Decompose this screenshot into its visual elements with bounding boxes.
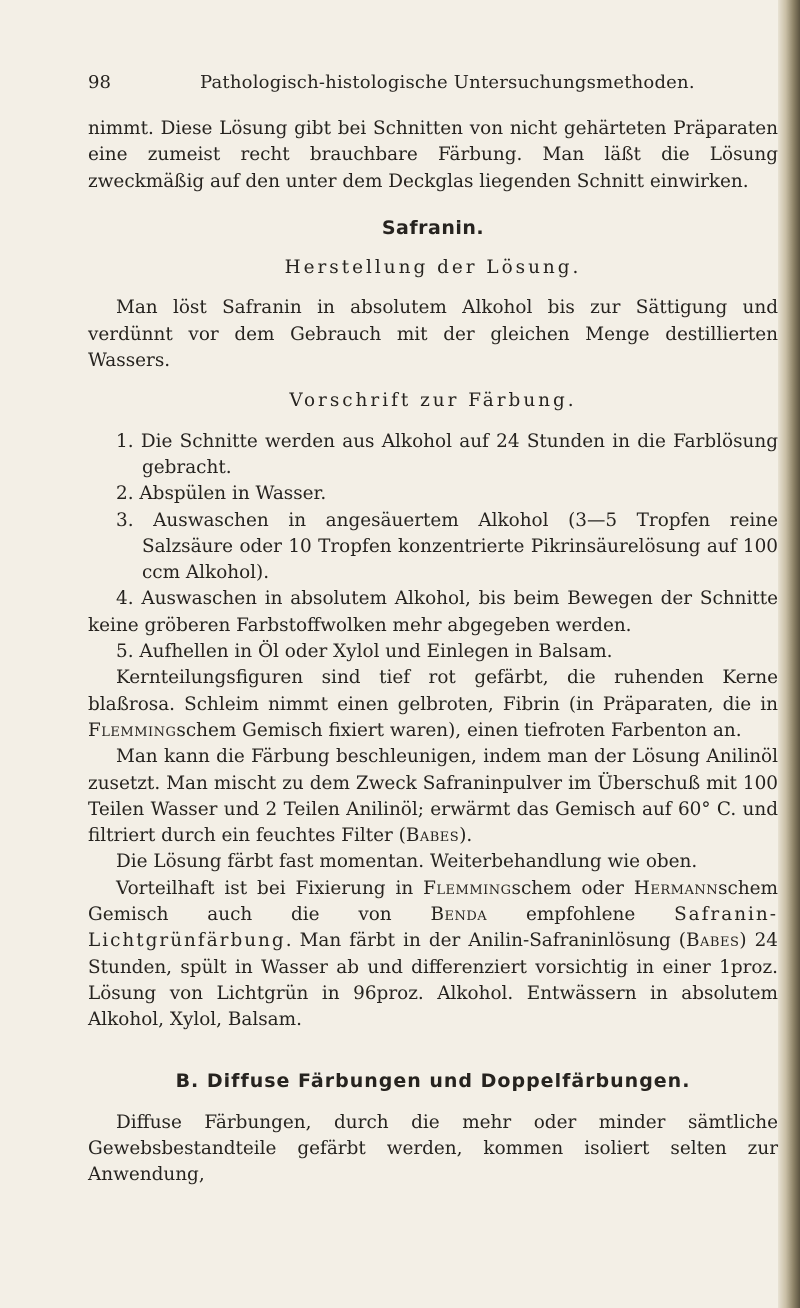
- anilin-paragraph: [88, 744, 778, 849]
- anilin-text-1: Man kann die Färbung beschleunigen, indem man der Lösung Anilinöl zusetzt. Man mischt zu dem Zweck Safraninpulver im Überschuß mit 100 Teilen Wasser und 2 Teilen Anilinöl; erwärmt das Gemisch auf 60° C. und filtriert durch ein feuchtes Filter (: [88, 746, 778, 847]
- running-head-title: Pathologisch-histologische Untersuchungsmethoden.: [200, 72, 695, 93]
- step-4: 4. Auswaschen in absolutem Alkohol, bis beim Bewegen der Schnitte keine gröberen Farbstoffwolken mehr abgegeben werden.: [88, 588, 778, 636]
- kern-text-2: schem Gemisch fixiert waren), einen tiefroten Farbenton an.: [176, 719, 742, 741]
- kern-text-1: Kernteilungsfiguren sind tief rot gefärbt, die ruhenden Kerne blaßrosa. Schleim nimmt einen gelbroten, Fibrin (in Präparaten, die in: [88, 667, 778, 715]
- author-flemming: Flemming: [88, 719, 177, 741]
- herstellung-paragraph: Man löst Safranin in absolutem Alkohol bis zur Sättigung und verdünnt vor dem Gebrauch mit der gleichen Menge destillierten Wassers.: [88, 297, 778, 372]
- section-b-paragraph: Diffuse Färbungen, durch die mehr oder minder sämtliche Gewebsbestandteile gefärbt werden, kommen isoliert selten zur Anwendung,: [88, 1111, 778, 1186]
- vorteil-text-2: schem oder: [511, 877, 634, 899]
- herstellung-heading: Herstellung der Lösung.: [284, 257, 582, 279]
- running-head: [88, 70, 778, 106]
- page-number: 98: [88, 72, 111, 93]
- anilin-text-2: ).: [459, 825, 473, 847]
- step-3: 3. Auswaschen in angesäuertem Alkohol (3—5 Tropfen reine Salzsäure oder 10 Tropfen konzentrierte Pikrinsäurelösung auf 100 ccm Alkohol).: [116, 509, 778, 584]
- author-flemming-2: Flemming: [423, 877, 512, 899]
- book-page: [88, 70, 778, 1189]
- step-2: 2. Abspülen in Wasser.: [116, 483, 327, 505]
- author-babes-2: Babes: [686, 930, 740, 952]
- kernteilung-paragraph: [88, 665, 778, 744]
- author-babes: Babes: [405, 825, 460, 847]
- momentan-paragraph: Die Lösung färbt fast momentan. Weiterbehandlung wie oben.: [116, 851, 698, 873]
- vorteil-paragraph: [88, 876, 778, 1034]
- author-hermann: Hermann: [633, 877, 719, 899]
- vorteil-text-6: ) 24 Stunden, spült in Wasser ab und differenziert vorsichtig in einer 1proz. Lösung von Lichtgrün in 96proz. Alkohol. Entwässern in absolutem Alkohol, Xylol, Balsam.: [88, 930, 778, 1031]
- safranin-heading: Safranin.: [381, 216, 485, 239]
- vorteil-text-5: . Man färbt in der Anilin-Safraninlösung (: [285, 930, 686, 952]
- vorschrift-heading: Vorschrift zur Färbung.: [289, 390, 577, 412]
- method-name-spaced: Safranin-Lichtgrünfärbung: [88, 904, 778, 952]
- vorteil-text-1: Vorteilhaft ist bei Fixierung in: [116, 877, 424, 899]
- vorteil-text-4: empfohlene: [487, 904, 675, 926]
- staining-steps-list: [88, 429, 778, 666]
- step-5: 5. Aufhellen in Öl oder Xylol und Einlegen in Balsam.: [116, 641, 613, 663]
- vorteil-text-3: schem Gemisch auch die von: [88, 877, 778, 926]
- author-benda: Benda: [430, 904, 488, 926]
- intro-paragraph: nimmt. Diese Lösung gibt bei Schnitten von nicht gehärteten Präparaten eine zumeist recht brauchbare Färbung. Man läßt die Lösung zweckmäßig auf den unter dem Deckglas liegenden Schnitt einwirken.: [88, 118, 778, 192]
- section-b-heading: B. Diffuse Färbungen und Doppelfärbungen.: [175, 1069, 691, 1092]
- page-edge-shadow: [778, 0, 800, 1308]
- step-1: 1. Die Schnitte werden aus Alkohol auf 24 Stunden in die Farblösung gebracht.: [116, 430, 778, 478]
